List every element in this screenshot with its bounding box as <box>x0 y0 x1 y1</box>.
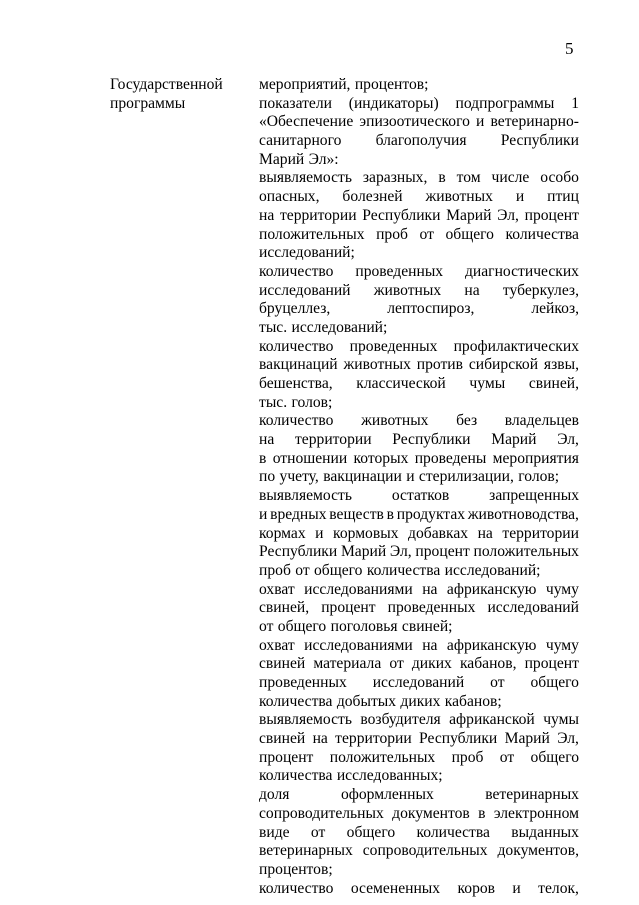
text-line: показатели (индикаторы) подпрограммы 1 <box>259 94 579 112</box>
text-line: процентов; <box>259 860 333 878</box>
text-line: от общего поголовья свиней; <box>259 617 453 635</box>
text-line: тыс. исследований; <box>259 318 388 336</box>
text-line: охват исследованиями на африканскую чуму <box>259 636 579 654</box>
text-line: свиней материала от диких кабанов, процент <box>259 655 579 673</box>
text-line: свиней на территории Республики Марий Эл, <box>259 730 579 748</box>
text-line: количество осемененных коров и телок, <box>259 879 579 897</box>
text-line: санитарного благополучия Республики <box>259 132 579 150</box>
text-line: бешенства, классической чумы свиней, <box>259 375 579 392</box>
text-line: проведенных исследований от общего <box>259 674 579 691</box>
text-line: и вредных веществ в продуктах животноводства, <box>259 505 579 523</box>
text-line: количества исследованных; <box>259 767 443 785</box>
page-number: 5 <box>565 39 574 58</box>
text-line: положительных проб от общего количества <box>259 225 579 243</box>
text-line: сопроводительных документов в электронном <box>259 804 579 822</box>
text-line: количество проведенных профилактических <box>259 337 579 355</box>
left-column-line: программы <box>110 94 186 112</box>
text-line: исследований; <box>259 244 355 262</box>
text-line: количество животных без владельцев <box>259 412 579 430</box>
text-line: тыс. голов; <box>259 393 333 411</box>
text-line: опасных, болезней животных и птиц <box>259 188 579 206</box>
right-column <box>259 76 579 898</box>
text-line: выявляемость заразных, в том числе особо <box>259 169 579 187</box>
text-line: исследований животных на туберкулез, <box>259 281 579 299</box>
text-line: кормах и кормовых добавках на территории <box>259 524 579 542</box>
text-line: охват исследованиями на африканскую чуму <box>259 580 579 598</box>
text-line: ветеринарных сопроводительных документов, <box>259 842 579 860</box>
text-line: количество проведенных диагностических <box>259 262 579 280</box>
text-line: в отношении которых проведены мероприятия <box>259 449 579 467</box>
text-line: Республики Марий Эл, процент положительных <box>259 543 579 561</box>
text-line: выявляемость возбудителя африканской чумы <box>259 711 579 729</box>
text-line: доля оформленных ветеринарных <box>259 786 579 804</box>
text-line: количества добытых диких кабанов; <box>259 692 502 710</box>
text-line: бруцеллез, лептоспироз, лейкоз, <box>259 300 579 318</box>
text-line: по учету, вакцинации и стерилизации, голов; <box>259 468 560 486</box>
text-line: Марий Эл»: <box>259 150 339 168</box>
text-line: на территории Республики Марий Эл, <box>259 431 579 449</box>
text-line: процент положительных проб от общего <box>259 748 579 766</box>
text-line: вакцинаций животных против сибирской язвы, <box>259 356 579 374</box>
text-line: «Обеспечение эпизоотического и ветеринарно- <box>259 113 579 131</box>
text-line: мероприятий, процентов; <box>259 76 429 93</box>
left-column-line: Государственной <box>110 76 223 93</box>
text-line: выявляемость остатков запрещенных <box>259 487 579 505</box>
left-column <box>110 76 240 113</box>
text-line: на территории Республики Марий Эл, процент <box>259 206 579 224</box>
text-line: свиней, процент проведенных исследований <box>259 599 579 617</box>
text-line: виде от общего количества выданных <box>259 823 579 841</box>
text-line: проб от общего количества исследований; <box>259 561 541 579</box>
